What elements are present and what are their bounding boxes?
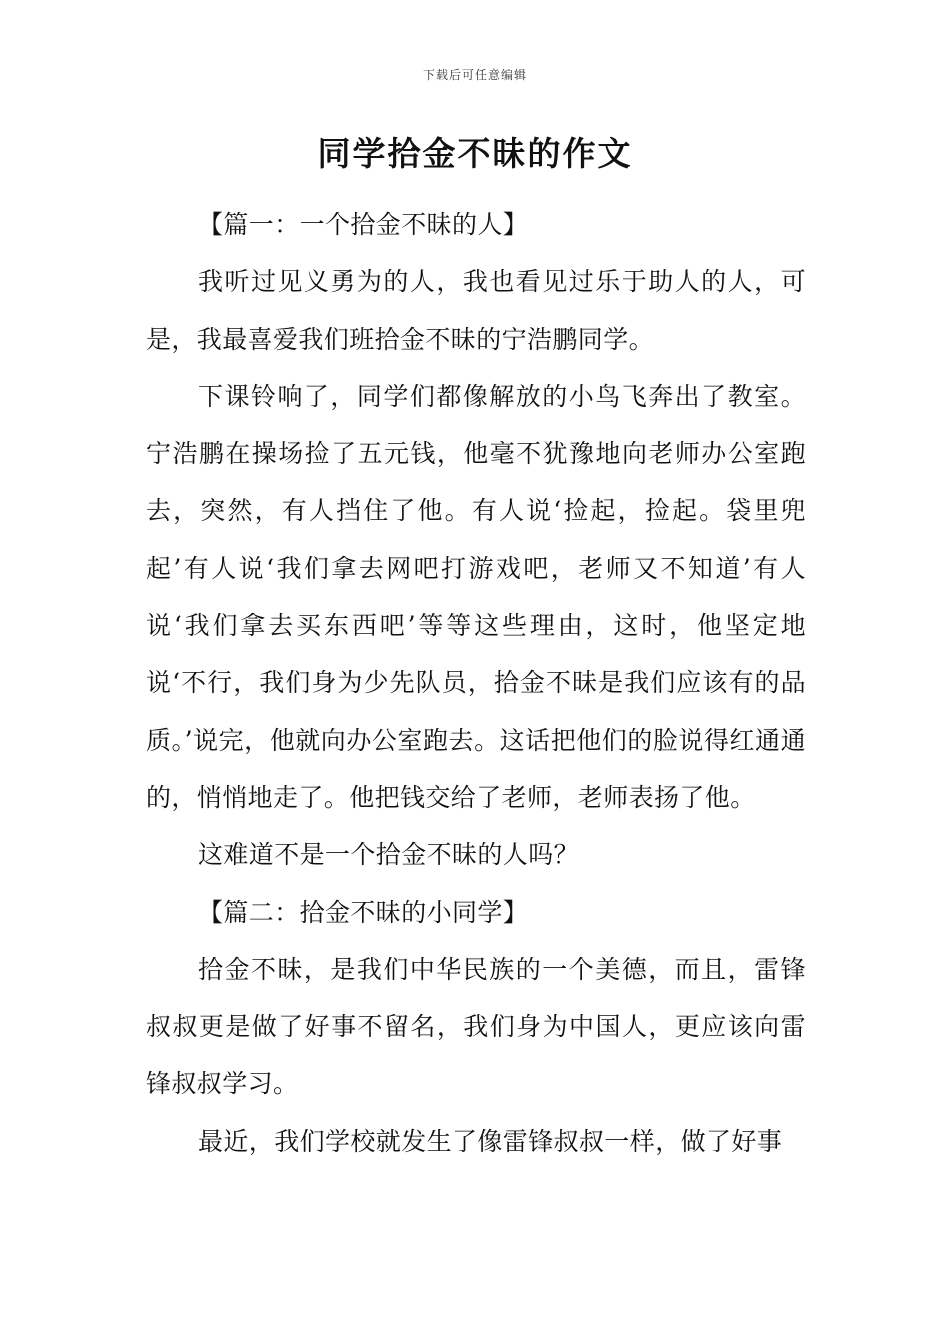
document-title: 同学拾金不昧的作文 [317,134,633,173]
paragraph: 最近，我们学校就发生了像雷锋叔叔一样，做了好事 [198,1126,783,1156]
section-heading-1: 【篇一：一个拾金不昧的人】 [198,210,529,239]
paragraph: 我听过见义勇为的人，我也看见过乐于助人的人，可是，我最喜爱我们班拾金不昧的宁浩鹏同学。 [146,267,806,354]
paragraph: 下课铃响了，同学们都像解放的小鸟飞奔出了教室。宁浩鹏在操场捡了五元钱，他毫不犹豫地向老师办公室跑去，突然，有人挡住了他。有人说‘捡起，捡起。袋里兜起’有人说‘我们拿去网吧打游戏吧，老师又不知道’有人说‘我们拿去买东西吧’等等这些理由，这时，他坚定地说‘不行，我们身为少先队员，拾金不昧是我们应该有的品质。’说完，他就向办公室跑去。这话把他们的脸说得红通通的，悄悄地走了。他把钱交给了老师，老师表扬了他。 [146,381,806,812]
document-body [146,196,806,1170]
paragraph: 拾金不昧，是我们中华民族的一个美德，而且，雷锋叔叔更是做了好事不留名，我们身为中国人，更应该向雷锋叔叔学习。 [146,954,806,1099]
section-heading-2: 【篇二：拾金不昧的小同学】 [198,897,529,927]
paragraph: 这难道不是一个拾金不昧的人吗？ [198,840,580,870]
header-note: 下载后可任意编辑 [422,68,527,82]
